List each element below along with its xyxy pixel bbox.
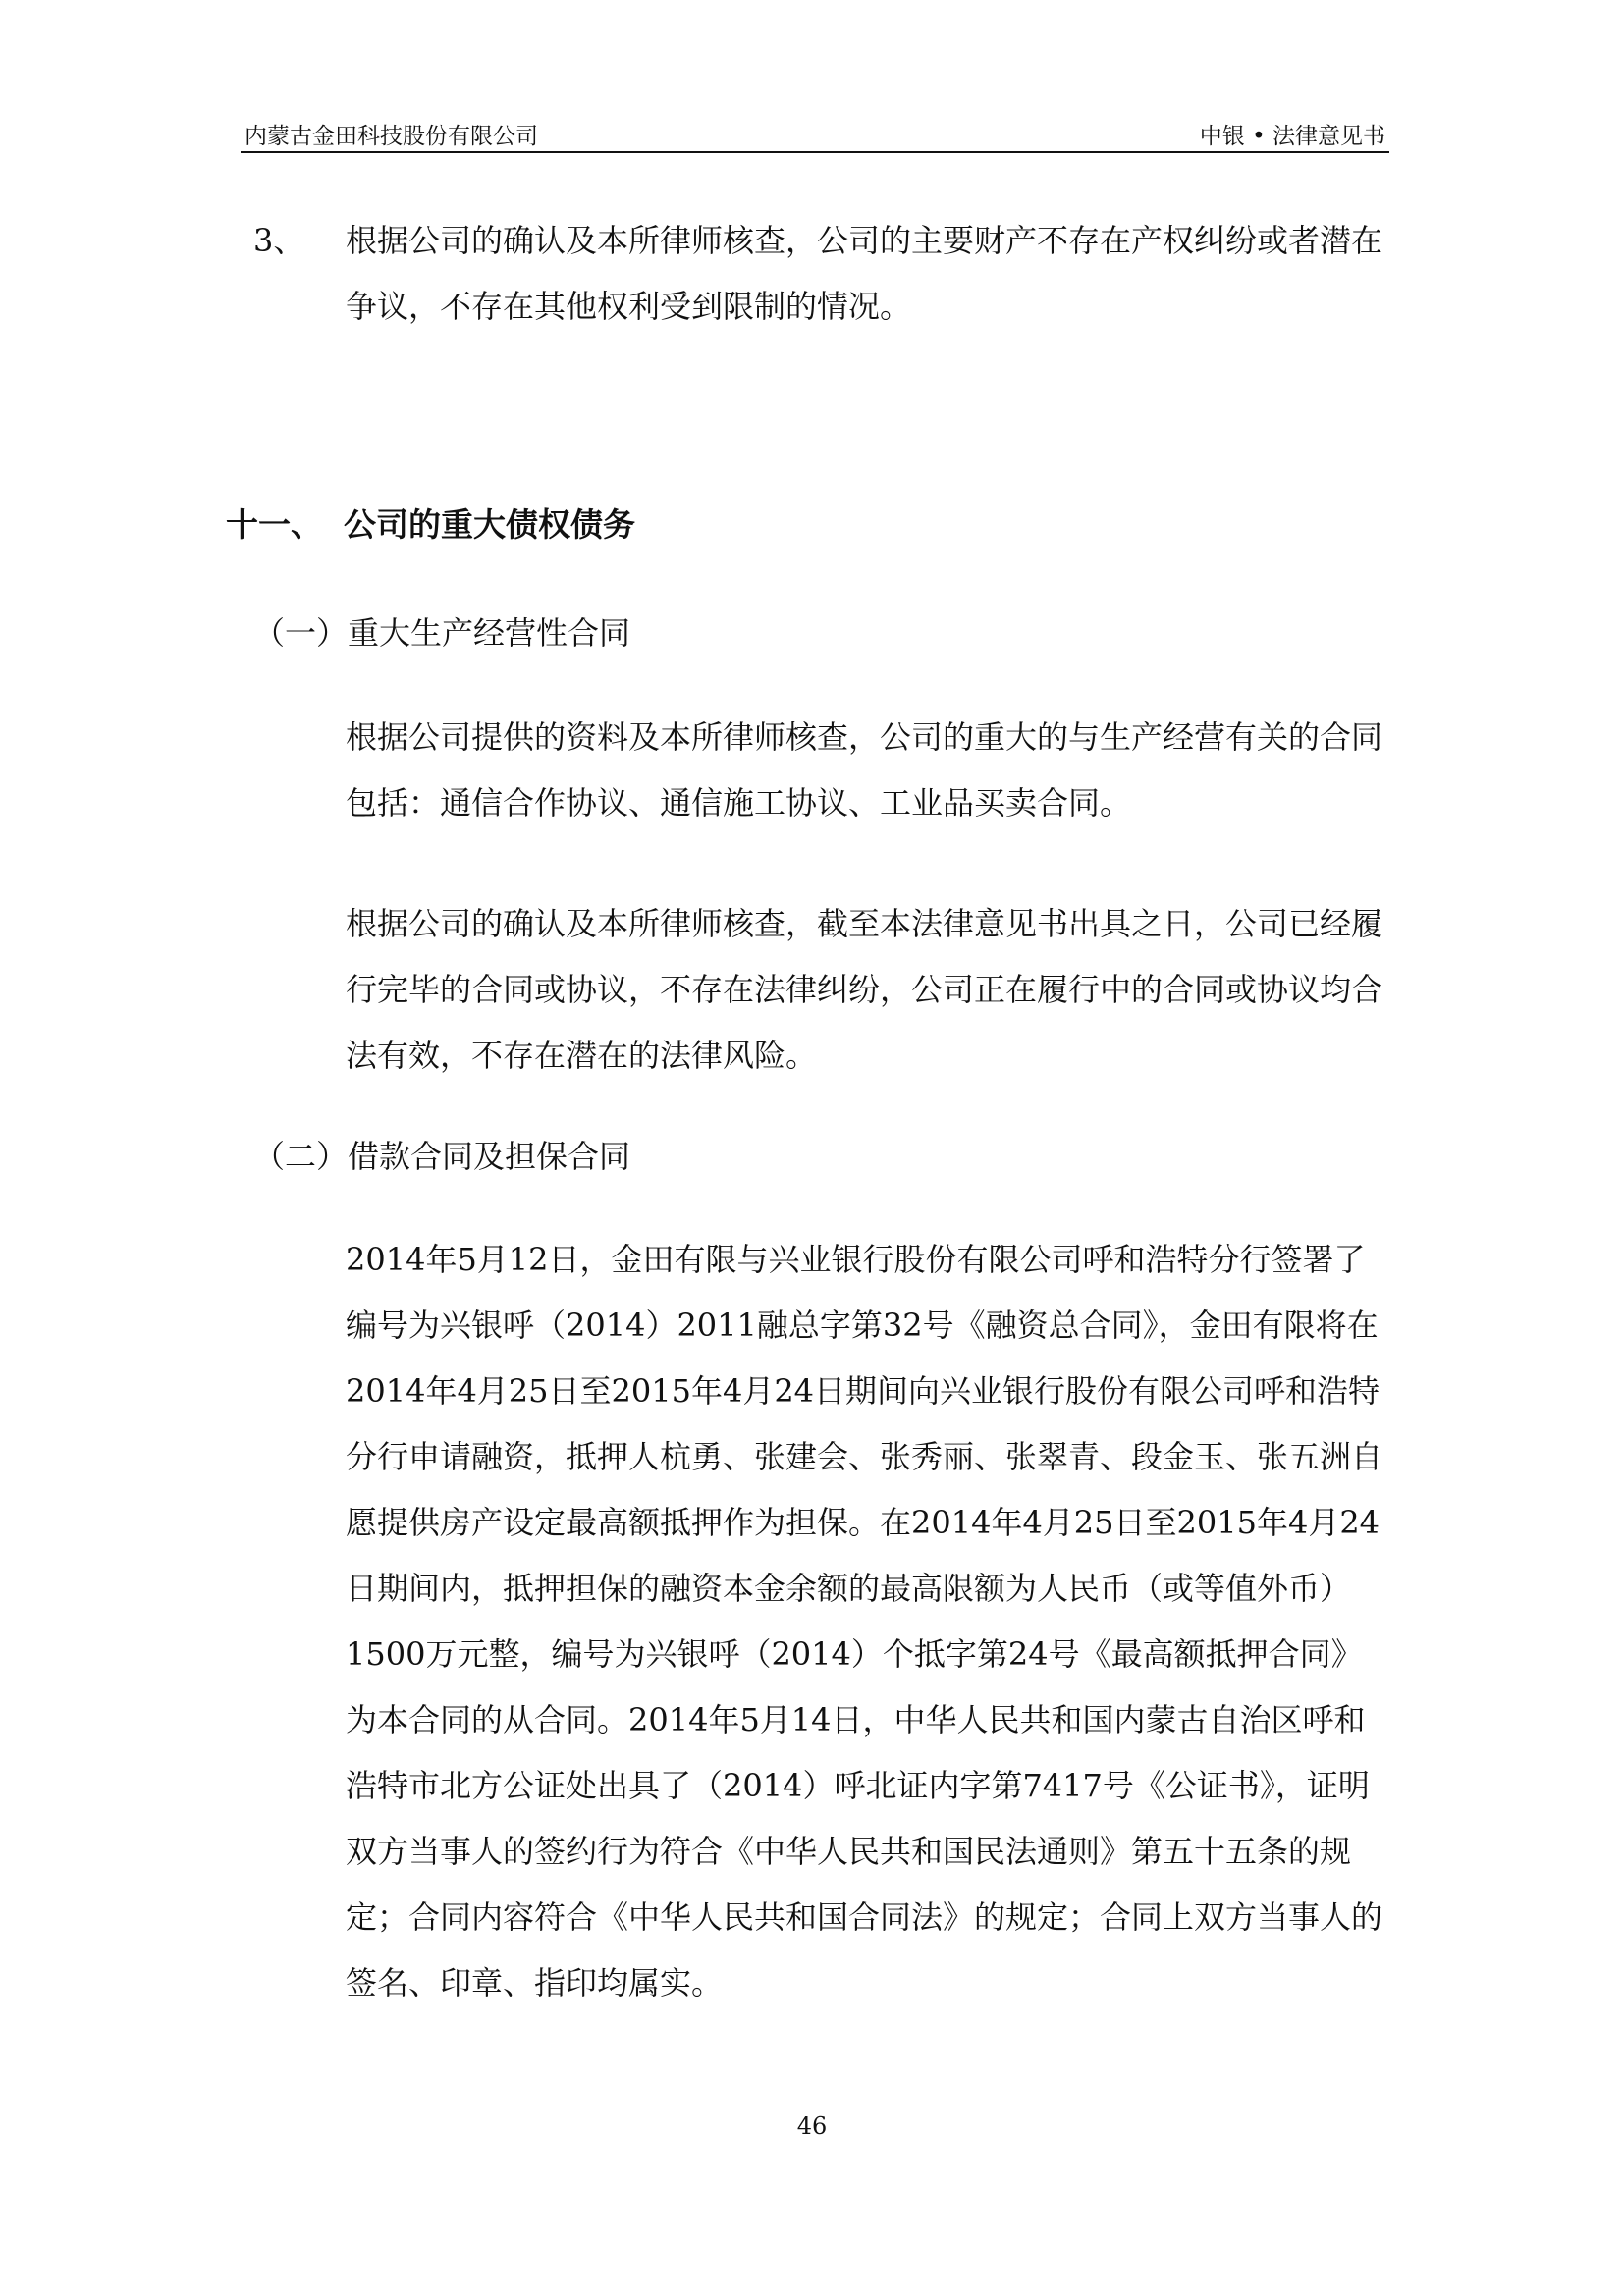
header-company-name: 内蒙古金田科技股份有限公司: [244, 124, 538, 149]
section-11-heading: [226, 501, 635, 550]
subsection-2-title: （二）借款合同及担保合同: [253, 1138, 631, 1175]
section-11-number: 十一、: [226, 506, 323, 544]
header-document-title: 中银 • 法律意见书: [1199, 124, 1385, 149]
item-3-text: 根据公司的确认及本所律师核查，公司的主要财产不存在产权纠纷或者潜在争议，不存在其他权利受到限制的情况。: [346, 222, 1383, 325]
item-3-number: 3、: [253, 222, 305, 259]
subsection-1-paragraph-2: 根据公司的确认及本所律师核查，截至本法律意见书出具之日，公司已经履行完毕的合同或协议，不存在法律纠纷，公司正在履行中的合同或协议均合法有效，不存在潜在的法律风险。: [346, 905, 1383, 1074]
page-header: [241, 116, 1389, 153]
page-number: 46: [796, 2112, 828, 2140]
section-11-title: 公司的重大债权债务: [344, 506, 635, 544]
subsection-1-title: （一）重大生产经营性合同: [253, 614, 631, 652]
subsection-2-paragraph-1: 2014年5月12日，金田有限与兴业银行股份有限公司呼和浩特分行签署了编号为兴银呼（2014）2011融总字第32号《融资总合同》，金田有限将在2014年4月25日至2015年4月24日期间向兴业银行股份有限公司呼和浩特分行申请融资，抵押人杭勇、张建会、张秀丽、张翠青、段金玉、张五洲自愿提供房产设定最高额抵押作为担保。在2014年4月25日至2015年4月24日期间内，抵押担保的融资本金余额的最高限额为人民币（或等值外币）1500万元整，编号为兴银呼（2014）个抵字第24号《最高额抵押合同》为本合同的从合同。2014年5月14日，中华人民共和国内蒙古自治区呼和浩特市北方公证处出具了（2014）呼北证内字第7417号《公证书》，证明双方当事人的签约行为符合《中华人民共和国民法通则》第五十五条的规定；合同内容符合《中华人民共和国合同法》的规定；合同上双方当事人的签名、印章、指印均属实。: [346, 1241, 1383, 2002]
subsection-1-paragraph-1: 根据公司提供的资料及本所律师核查，公司的重大的与生产经营有关的合同包括：通信合作协议、通信施工协议、工业品买卖合同。: [346, 719, 1383, 822]
